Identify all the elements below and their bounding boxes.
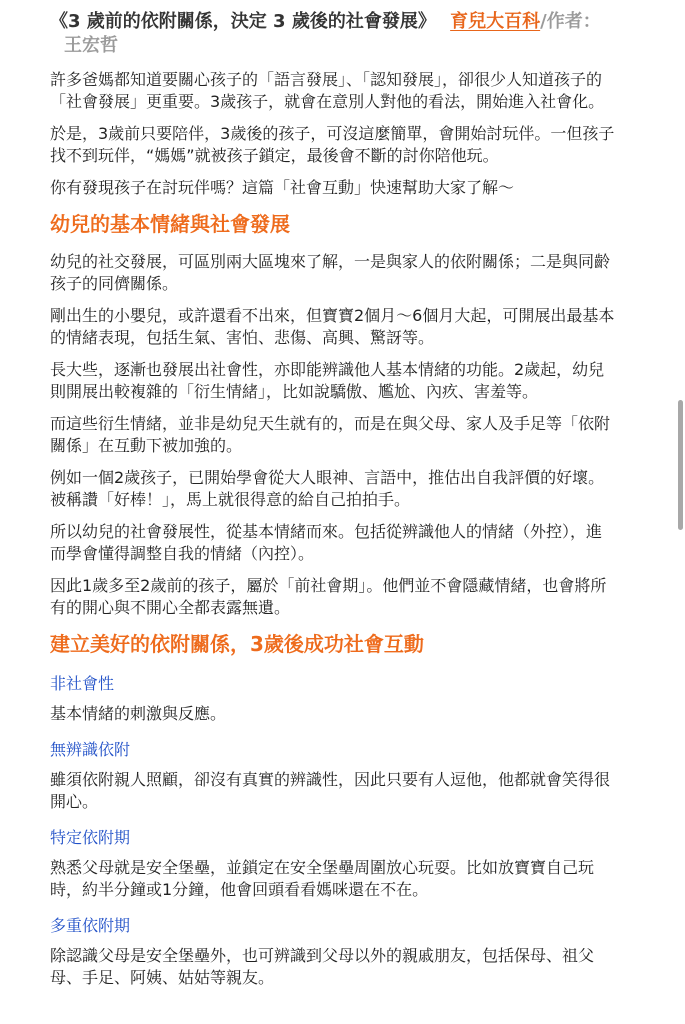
intro-paragraph-1: 許多爸媽都知道要關心孩子的「語言發展」、「認知發展」，卻很少人知道孩子的「社會發展」更重要。3歲孩子，就會在意別人對他的看法，開始進入社會化。: [50, 70, 605, 111]
stage-desc-non-social: 基本情緒的刺激與反應。: [50, 704, 227, 723]
author-label: 作者：: [546, 11, 601, 32]
stage-desc-indiscriminate: 雖須依附親人照顧，卻沒有真實的辨識性，因此只要有人逗他，他都就會笑得很開心。: [50, 770, 611, 811]
stage-title-multiple: 多重依附期: [50, 916, 131, 935]
section1-paragraph-7: 因此1歲多至2歲前的孩子，屬於「前社會期」。他們並不會隱藏情緒，也會將所有的開心與不開心全都表露無遺。: [50, 576, 607, 617]
section1-paragraph-2: 剛出生的小嬰兒，或許還看不出來，但寶寶2個月～6個月大起，可開展出最基本的情緒表現，包括生氣、害怕、悲傷、高興、驚訝等。: [50, 306, 615, 347]
intro-paragraph-3: 你有發現孩子在討玩伴嗎？這篇「社會互動」快速幫助大家了解～: [50, 178, 515, 197]
stage-desc-multiple: 除認識父母是安全堡壘外，也可辨識到父母以外的親戚朋友，包括保母、祖父母、手足、阿姨、姑姑等親友。: [50, 946, 595, 987]
stage-title-non-social: 非社會性: [50, 674, 115, 693]
section-heading-emotions: 幼兒的基本情緒與社會發展: [50, 212, 290, 236]
section1-paragraph-6: 所以幼兒的社會發展性，從基本情緒而來。包括從辨識他人的情緒（外控），進而學會懂得調整自我的情緒（內控）。: [50, 522, 603, 563]
stage-title-specific: 特定依附期: [50, 828, 131, 847]
intro-paragraph-2: 於是，3歲前只要陪伴，3歲後的孩子，可沒這麼簡單，會開始討玩伴。一但孩子找不到玩伴，“媽媽”就被孩子鎖定，最後會不斷的討你陪他玩。: [50, 124, 615, 165]
source-link[interactable]: 育兒大百科: [450, 11, 541, 32]
article-header: [50, 10, 615, 58]
section1-paragraph-5: 例如一個2歲孩子，已開始學會從大人眼神、言語中，推估出自我評價的好壞。被稱讚「好棒！」，馬上就很得意的給自己拍拍手。: [50, 468, 605, 509]
title-slash: /: [540, 11, 547, 32]
section1-paragraph-4: 而這些衍生情緒，並非是幼兒天生就有的，而是在與父母、家人及手足等「依附關係」在互動下被加強的。: [50, 414, 611, 455]
author-name: 王宏哲: [64, 35, 118, 56]
stage-title-indiscriminate: 無辨識依附: [50, 740, 131, 759]
stage-desc-specific: 熟悉父母就是安全堡壘，並鎖定在安全堡壘周圍放心玩耍。比如放寶寶自己玩時，約半分鐘或1分鐘，他會回頭看看媽咪還在不在。: [50, 858, 595, 899]
section-heading-attachment: 建立美好的依附關係，3歲後成功社會互動: [50, 632, 424, 656]
scrollbar[interactable]: [677, 0, 683, 1024]
section1-paragraph-3: 長大些，逐漸也發展出社會性，亦即能辨識他人基本情緒的功能。2歲起，幼兒則開展出較複雜的「衍生情緒」，比如說驕傲、尷尬、內疚、害羞等。: [50, 360, 605, 401]
scrollbar-thumb[interactable]: [678, 400, 683, 530]
section1-paragraph-1: 幼兒的社交發展，可區別兩大區塊來了解，一是與家人的依附關係；二是與同齡孩子的同儕關係。: [50, 252, 611, 293]
article-title: 《3 歲前的依附關係，決定 3 歲後的社會發展》: [50, 11, 436, 32]
article: [50, 10, 615, 999]
